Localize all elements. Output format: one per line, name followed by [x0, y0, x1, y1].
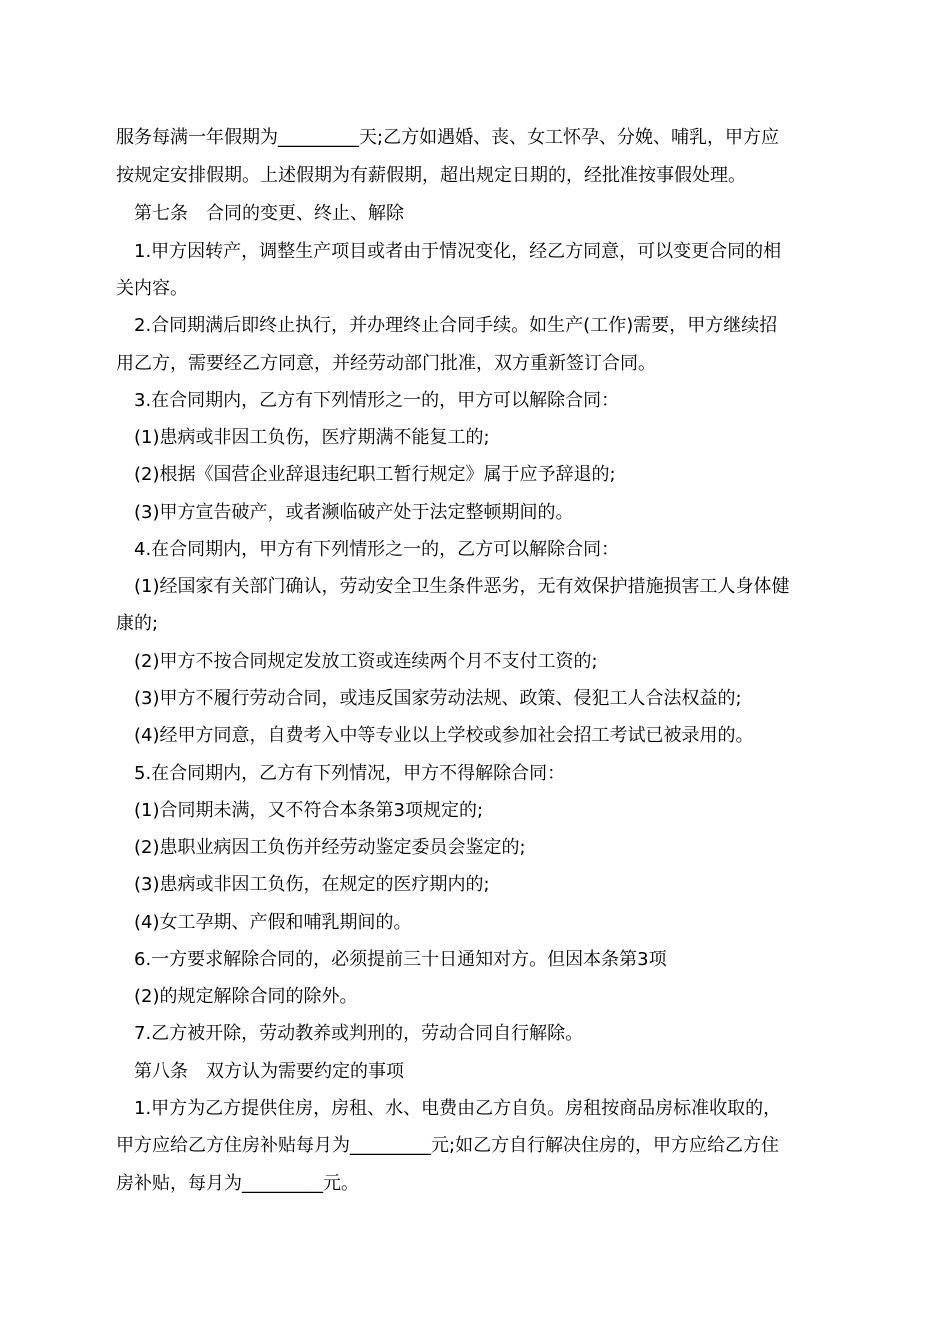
- text-line: 甲方应给乙方住房补贴每月为_________元;如乙方自行解决住房的，甲方应给乙方住: [116, 1135, 780, 1156]
- text-line: 1.甲方因转产，调整生产项目或者由于情况变化，经乙方同意，可以变更合同的相: [134, 241, 782, 262]
- text-line: (1)合同期未满，又不符合本条第3项规定的;: [134, 800, 484, 821]
- text-line: (2)根据《国营企业辞退违纪职工暂行规定》属于应予辞退的;: [134, 464, 616, 485]
- text-line: (1)经国家有关部门确认，劳动安全卫生条件恶劣，无有效保护措施损害工人身体健: [134, 576, 790, 597]
- text-line: 2.合同期满后即终止执行，并办理终止合同手续。如生产(工作)需要，甲方继续招: [134, 315, 778, 336]
- text-line: 5.在合同期内，乙方有下列情况，甲方不得解除合同：: [134, 763, 566, 784]
- text-line: 7.乙方被开除，劳动教养或判刑的，劳动合同自行解除。: [134, 1023, 584, 1044]
- text-line: 按规定安排假期。上述假期为有薪假期，超出规定日期的，经批准按事假处理。: [116, 165, 746, 186]
- text-line: 用乙方，需要经乙方同意，并经劳动部门批准，双方重新签订合同。: [116, 353, 656, 374]
- text-line: 服务每满一年假期为_________天;乙方如遇婚、丧、女工怀孕、分娩、哺乳，甲方应: [116, 127, 780, 148]
- text-line: 1.甲方为乙方提供住房，房租、水、电费由乙方自负。房租按商品房标准收取的，: [134, 1098, 782, 1119]
- text-line: (3)患病或非因工负伤，在规定的医疗期内的;: [134, 874, 490, 895]
- text-line: (2)甲方不按合同规定发放工资或连续两个月不支付工资的;: [134, 651, 598, 672]
- text-line: (3)甲方不履行劳动合同，或违反国家劳动法规、政策、侵犯工人合法权益的;: [134, 688, 742, 709]
- text-line: 6.一方要求解除合同的，必须提前三十日通知对方。但因本条第3项: [134, 949, 667, 970]
- text-line: 康的;: [116, 613, 159, 634]
- text-line: 房补贴，每月为_________元。: [116, 1173, 359, 1194]
- text-line: (3)甲方宣告破产，或者濒临破产处于法定整顿期间的。: [134, 502, 574, 523]
- text-line: 3.在合同期内，乙方有下列情形之一的，甲方可以解除合同：: [134, 390, 620, 411]
- section-heading: 第七条 合同的变更、终止、解除: [134, 203, 404, 224]
- text-line: 4.在合同期内，甲方有下列情形之一的，乙方可以解除合同：: [134, 539, 620, 560]
- text-line: (4)经甲方同意，自费考入中等专业以上学校或参加社会招工考试已被录用的。: [134, 725, 754, 746]
- text-line: (2)的规定解除合同的除外。: [134, 986, 358, 1007]
- text-line: (4)女工孕期、产假和哺乳期间的。: [134, 912, 412, 933]
- section-heading: 第八条 双方认为需要约定的事项: [134, 1061, 404, 1082]
- text-line: (1)患病或非因工负伤，医疗期满不能复工的;: [134, 427, 490, 448]
- text-line: 关内容。: [116, 278, 188, 299]
- text-line: (2)患职业病因工负伤并经劳动鉴定委员会鉴定的;: [134, 837, 526, 858]
